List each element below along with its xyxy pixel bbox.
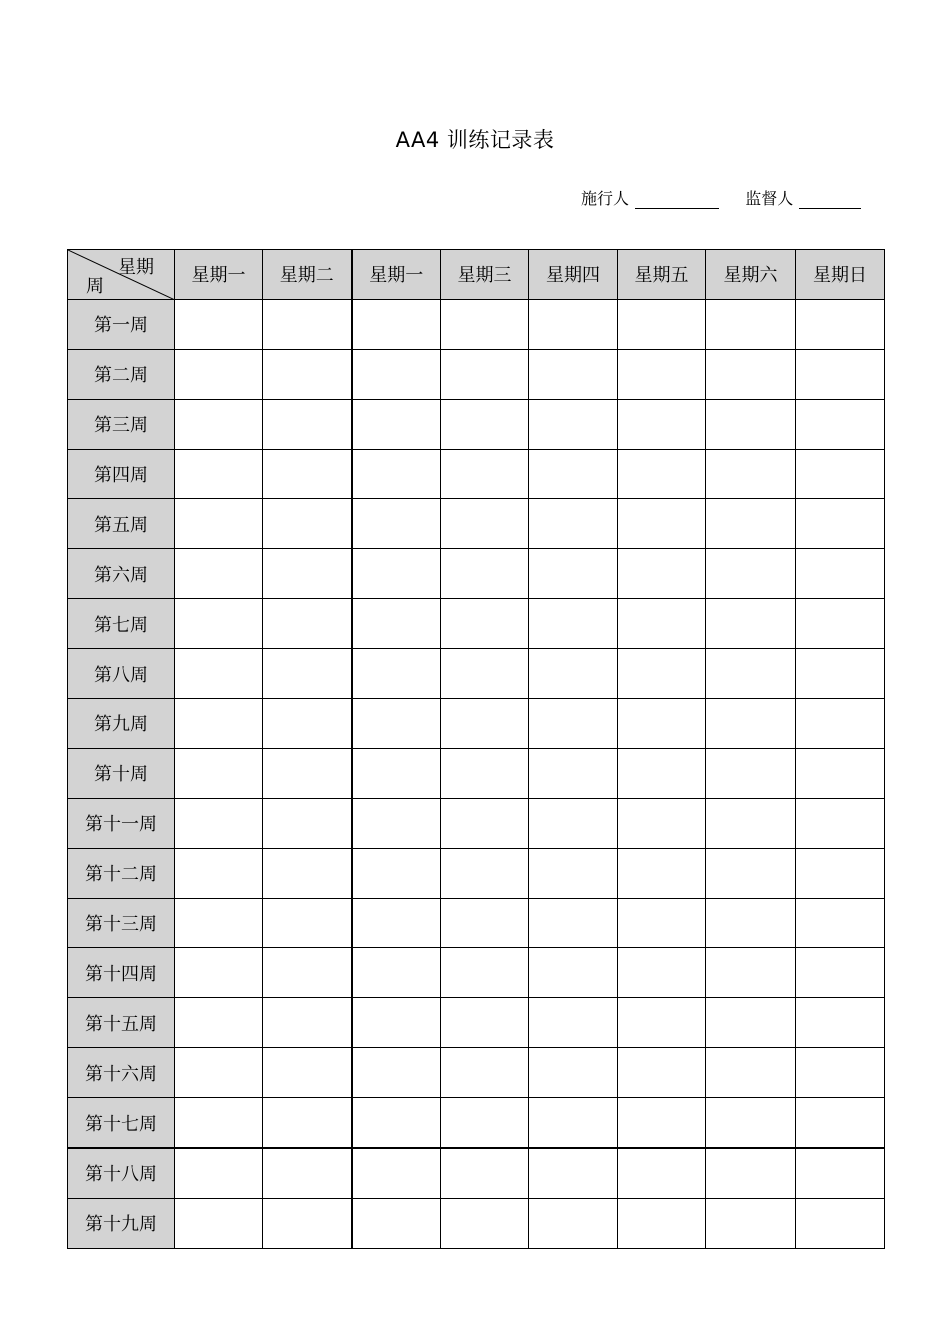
week-label: 第十一周 (68, 798, 175, 848)
record-cell[interactable] (618, 848, 706, 898)
record-cell[interactable] (796, 1098, 885, 1148)
record-cell[interactable] (706, 649, 796, 699)
record-cell[interactable] (796, 1048, 885, 1098)
record-cell[interactable] (706, 699, 796, 749)
record-cell[interactable] (796, 748, 885, 798)
record-cell[interactable] (263, 748, 352, 798)
record-cell[interactable] (618, 748, 706, 798)
table-row (68, 649, 885, 699)
record-cell[interactable] (441, 948, 529, 998)
table-row (68, 748, 885, 798)
week-label: 第十四周 (68, 948, 175, 998)
executor-signature (581, 186, 719, 209)
record-cell[interactable] (175, 948, 263, 998)
record-cell[interactable] (263, 998, 352, 1048)
record-cell[interactable] (175, 998, 263, 1048)
record-cell[interactable] (441, 699, 529, 749)
column-header: 星期六 (706, 250, 796, 300)
record-cell[interactable] (352, 299, 441, 349)
week-label: 第十五周 (68, 998, 175, 1048)
record-cell[interactable] (706, 1098, 796, 1148)
record-cell[interactable] (706, 998, 796, 1048)
record-cell[interactable] (441, 449, 529, 499)
record-cell[interactable] (796, 599, 885, 649)
record-cell[interactable] (263, 1098, 352, 1148)
table-row (68, 798, 885, 848)
record-cell[interactable] (263, 898, 352, 948)
record-cell[interactable] (441, 1098, 529, 1148)
record-cell[interactable] (352, 948, 441, 998)
column-header: 星期日 (796, 250, 885, 300)
record-cell[interactable] (441, 1148, 529, 1198)
record-cell[interactable] (441, 1198, 529, 1248)
record-cell[interactable] (706, 299, 796, 349)
record-cell[interactable] (263, 1198, 352, 1248)
record-cell[interactable] (175, 898, 263, 948)
record-cell[interactable] (263, 848, 352, 898)
record-cell[interactable] (175, 599, 263, 649)
record-cell[interactable] (529, 948, 618, 998)
table-row (68, 1198, 885, 1248)
record-cell[interactable] (706, 948, 796, 998)
record-cell[interactable] (175, 549, 263, 599)
record-cell[interactable] (352, 1048, 441, 1098)
record-cell[interactable] (441, 1048, 529, 1098)
week-label: 第十周 (68, 748, 175, 798)
record-cell[interactable] (352, 798, 441, 848)
week-label: 第十六周 (68, 1048, 175, 1098)
record-cell[interactable] (441, 649, 529, 699)
record-cell[interactable] (618, 699, 706, 749)
record-cell[interactable] (618, 898, 706, 948)
table-row (68, 699, 885, 749)
training-record-table (67, 249, 885, 1249)
week-label: 第三周 (68, 399, 175, 449)
record-cell[interactable] (706, 399, 796, 449)
corner-header-cell (68, 250, 175, 300)
record-cell[interactable] (796, 798, 885, 848)
record-cell[interactable] (352, 549, 441, 599)
record-cell[interactable] (618, 998, 706, 1048)
record-cell[interactable] (796, 399, 885, 449)
record-cell[interactable] (529, 499, 618, 549)
record-cell[interactable] (529, 649, 618, 699)
week-label: 第十三周 (68, 898, 175, 948)
record-cell[interactable] (796, 1148, 885, 1198)
record-cell[interactable] (529, 798, 618, 848)
record-cell[interactable] (796, 649, 885, 699)
record-cell[interactable] (706, 748, 796, 798)
record-cell[interactable] (529, 898, 618, 948)
week-label: 第十九周 (68, 1198, 175, 1248)
record-cell[interactable] (706, 449, 796, 499)
record-cell[interactable] (796, 299, 885, 349)
record-cell[interactable] (618, 549, 706, 599)
executor-label: 施行人 (581, 189, 630, 208)
record-cell[interactable] (263, 399, 352, 449)
record-cell[interactable] (796, 998, 885, 1048)
table-row (68, 299, 885, 349)
table-row (68, 948, 885, 998)
supervisor-signature-line[interactable] (799, 190, 861, 209)
record-cell[interactable] (706, 349, 796, 399)
record-cell[interactable] (618, 599, 706, 649)
week-label: 第七周 (68, 599, 175, 649)
signature-area (581, 186, 861, 209)
column-header: 星期二 (263, 250, 352, 300)
record-cell[interactable] (175, 299, 263, 349)
record-cell[interactable] (352, 699, 441, 749)
record-cell[interactable] (618, 299, 706, 349)
record-cell[interactable] (352, 349, 441, 399)
record-cell[interactable] (441, 748, 529, 798)
record-cell[interactable] (796, 699, 885, 749)
table-row (68, 1048, 885, 1098)
column-header: 星期五 (618, 250, 706, 300)
week-label: 第四周 (68, 449, 175, 499)
record-cell[interactable] (263, 499, 352, 549)
table-row (68, 399, 885, 449)
record-cell[interactable] (263, 798, 352, 848)
record-cell[interactable] (618, 349, 706, 399)
week-label: 第九周 (68, 699, 175, 749)
week-label: 第一周 (68, 299, 175, 349)
record-cell[interactable] (529, 1098, 618, 1148)
supervisor-signature (745, 186, 861, 209)
record-cell[interactable] (706, 1148, 796, 1198)
record-cell[interactable] (175, 499, 263, 549)
record-cell[interactable] (441, 299, 529, 349)
record-cell[interactable] (352, 449, 441, 499)
record-cell[interactable] (706, 848, 796, 898)
record-cell[interactable] (175, 1048, 263, 1098)
record-cell[interactable] (263, 599, 352, 649)
record-cell[interactable] (618, 449, 706, 499)
table-row (68, 449, 885, 499)
record-cell[interactable] (175, 349, 263, 399)
column-header: 星期一 (352, 250, 441, 300)
record-cell[interactable] (441, 998, 529, 1048)
record-cell[interactable] (529, 299, 618, 349)
record-cell[interactable] (706, 599, 796, 649)
record-cell[interactable] (441, 798, 529, 848)
record-cell[interactable] (706, 1198, 796, 1248)
record-cell[interactable] (796, 349, 885, 399)
record-cell[interactable] (175, 1098, 263, 1148)
column-header: 星期四 (529, 250, 618, 300)
record-cell[interactable] (175, 699, 263, 749)
record-cell[interactable] (706, 798, 796, 848)
record-cell[interactable] (441, 848, 529, 898)
record-cell[interactable] (529, 399, 618, 449)
record-cell[interactable] (529, 848, 618, 898)
record-cell[interactable] (796, 898, 885, 948)
table-row (68, 549, 885, 599)
column-header: 星期一 (175, 250, 263, 300)
record-cell[interactable] (352, 649, 441, 699)
record-cell[interactable] (796, 948, 885, 998)
record-cell[interactable] (796, 449, 885, 499)
record-cell[interactable] (529, 449, 618, 499)
table-body (68, 299, 885, 1248)
record-cell[interactable] (352, 1198, 441, 1248)
record-cell[interactable] (263, 349, 352, 399)
week-label: 第六周 (68, 549, 175, 599)
record-cell[interactable] (796, 549, 885, 599)
record-cell[interactable] (441, 349, 529, 399)
record-cell[interactable] (352, 848, 441, 898)
record-cell[interactable] (706, 549, 796, 599)
record-cell[interactable] (352, 499, 441, 549)
record-cell[interactable] (618, 1198, 706, 1248)
record-cell[interactable] (175, 449, 263, 499)
record-cell[interactable] (618, 1148, 706, 1198)
record-cell[interactable] (706, 499, 796, 549)
week-label: 第十二周 (68, 848, 175, 898)
record-cell[interactable] (529, 1198, 618, 1248)
record-cell[interactable] (352, 898, 441, 948)
record-cell[interactable] (441, 399, 529, 449)
week-label: 第十七周 (68, 1098, 175, 1148)
record-cell[interactable] (352, 399, 441, 449)
record-cell[interactable] (706, 898, 796, 948)
record-cell[interactable] (529, 699, 618, 749)
record-cell[interactable] (263, 449, 352, 499)
record-cell[interactable] (618, 948, 706, 998)
record-cell[interactable] (175, 1198, 263, 1248)
record-cell[interactable] (352, 599, 441, 649)
record-cell[interactable] (618, 499, 706, 549)
record-cell[interactable] (529, 1048, 618, 1098)
record-cell[interactable] (529, 998, 618, 1048)
record-cell[interactable] (263, 948, 352, 998)
record-cell[interactable] (796, 499, 885, 549)
table-row (68, 349, 885, 399)
record-cell[interactable] (175, 399, 263, 449)
corner-weekday-label: 星期 (118, 257, 154, 278)
record-cell[interactable] (441, 549, 529, 599)
table-row (68, 1098, 885, 1148)
week-label: 第八周 (68, 649, 175, 699)
week-label: 第五周 (68, 499, 175, 549)
table-row (68, 848, 885, 898)
corner-week-label: 周 (86, 275, 104, 297)
executor-signature-line[interactable] (635, 190, 719, 209)
record-cell[interactable] (175, 748, 263, 798)
column-header: 星期三 (441, 250, 529, 300)
record-cell[interactable] (529, 1148, 618, 1198)
record-cell[interactable] (263, 549, 352, 599)
record-cell[interactable] (529, 349, 618, 399)
record-cell[interactable] (263, 1048, 352, 1098)
week-label: 第二周 (68, 349, 175, 399)
supervisor-label: 监督人 (745, 189, 794, 208)
header-row (68, 250, 885, 300)
record-cell[interactable] (263, 1148, 352, 1198)
record-cell[interactable] (175, 649, 263, 699)
table-row (68, 499, 885, 549)
record-cell[interactable] (175, 1148, 263, 1198)
record-cell[interactable] (706, 1048, 796, 1098)
record-cell[interactable] (796, 848, 885, 898)
table-row (68, 898, 885, 948)
week-label: 第十八周 (68, 1148, 175, 1198)
table-row (68, 998, 885, 1048)
record-cell[interactable] (618, 649, 706, 699)
record-cell[interactable] (175, 848, 263, 898)
record-cell[interactable] (352, 1148, 441, 1198)
record-cell[interactable] (263, 299, 352, 349)
record-cell[interactable] (618, 798, 706, 848)
table-row (68, 599, 885, 649)
record-cell[interactable] (352, 748, 441, 798)
record-cell[interactable] (618, 1098, 706, 1148)
record-cell[interactable] (441, 499, 529, 549)
record-cell[interactable] (796, 1198, 885, 1248)
record-cell[interactable] (352, 998, 441, 1048)
page-title: AA4 训练记录表 (395, 128, 555, 152)
record-cell[interactable] (529, 748, 618, 798)
record-cell[interactable] (263, 699, 352, 749)
record-cell[interactable] (529, 549, 618, 599)
record-cell[interactable] (618, 399, 706, 449)
record-cell[interactable] (263, 649, 352, 699)
record-cell[interactable] (441, 599, 529, 649)
record-cell[interactable] (441, 898, 529, 948)
record-cell[interactable] (529, 599, 618, 649)
table-row (68, 1148, 885, 1198)
record-cell[interactable] (618, 1048, 706, 1098)
record-cell[interactable] (352, 1098, 441, 1148)
record-cell[interactable] (175, 798, 263, 848)
